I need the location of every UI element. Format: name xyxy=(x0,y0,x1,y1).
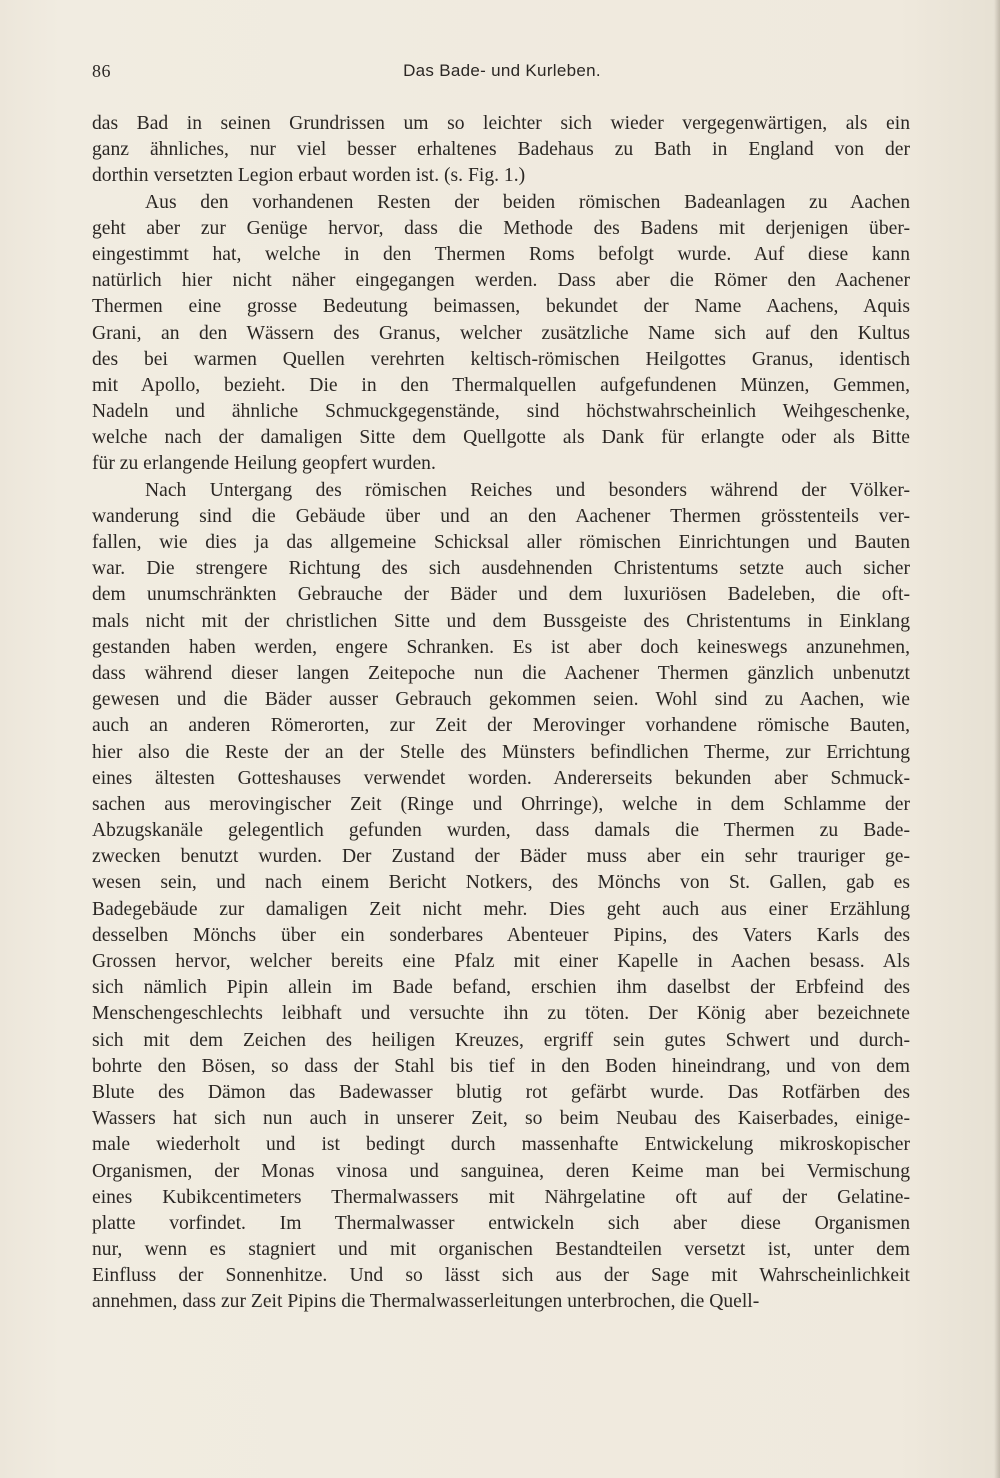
body-text xyxy=(92,111,910,1316)
text-line: Abzugskanäle gelegentlich gefunden wurden, dass damals die Thermen zu Bade- xyxy=(92,820,910,842)
text-line: Menschengeschlechts leibhaft und versuchte ihn zu töten. Der König aber bezeichnete xyxy=(92,1003,910,1025)
text-line: eines Kubikcentimeters Thermalwassers mit Nährgelatine oft auf der Gelatine- xyxy=(92,1186,910,1208)
running-title: Das Bade- und Kurleben. xyxy=(403,61,601,80)
text-line: male wiederholt und ist bedingt durch massenhafte Entwickelung mikroskopischer xyxy=(92,1134,910,1156)
text-line: Badegebäude zur damaligen Zeit nicht mehr. Dies geht auch aus einer Erzählung xyxy=(92,898,910,920)
text-line: zwecken benutzt wurden. Der Zustand der Bäder muss aber ein sehr trauriger ge- xyxy=(92,846,910,868)
text-line: platte vorfindet. Im Thermalwasser entwickeln sich aber diese Organismen xyxy=(92,1212,910,1234)
text-line: annehmen, dass zur Zeit Pipins die Thermalwasserleitungen unterbrochen, die Quell- xyxy=(92,1291,760,1313)
text-line: wanderung sind die Gebäude über und an den Aachener Thermen grösstenteils ver- xyxy=(92,505,910,527)
text-line: dem unumschränkten Gebrauche der Bäder und dem luxuriösen Badeleben, die oft- xyxy=(92,584,910,606)
text-line: hier also die Reste der an der Stelle des Münsters befindlichen Therme, zur Errichtung xyxy=(92,741,910,763)
text-line: mit Apollo, bezieht. Die in den Thermalquellen aufgefundenen Münzen, Gemmen, xyxy=(92,374,910,396)
text-line: dorthin versetzten Legion erbaut worden ist. (s. Fig. 1.) xyxy=(92,165,526,187)
text-line: bohrte den Bösen, so dass der Stahl bis tief in den Boden hineindrang, und von dem xyxy=(92,1055,910,1077)
text-line: Blute des Dämon das Badewasser blutig rot gefärbt wurde. Das Rotfärben des xyxy=(92,1081,910,1103)
text-line: dass während dieser langen Zeitepoche nun die Aachener Thermen gänzlich unbenutzt xyxy=(92,662,910,684)
text-line: sachen aus merovingischer Zeit (Ringe und Ohrringe), welche in dem Schlamme der xyxy=(92,793,910,815)
paragraph xyxy=(92,190,910,478)
text-line: das Bad in seinen Grundrissen um so leichter sich wieder vergegenwärtigen, als ein xyxy=(92,113,910,134)
text-line: Aus den vorhandenen Resten der beiden römischen Badeanlagen zu Aachen xyxy=(145,191,910,213)
text-line: Einfluss der Sonnenhitze. Und so lässt sich aus der Sage mit Wahrscheinlichkeit xyxy=(92,1265,910,1287)
text-line: gewesen und die Bäder ausser Gebrauch gekommen seien. Wohl sind zu Aachen, wie xyxy=(92,689,910,711)
text-line: auch an anderen Römerorten, zur Zeit der Merovinger vorhandene römische Bauten, xyxy=(92,715,910,737)
paragraph xyxy=(92,111,910,190)
text-line: mals nicht mit der christlichen Sitte und dem Bussgeiste des Christentums in Einklang xyxy=(92,610,910,632)
text-line: gestanden haben werden, engere Schranken. Es ist aber doch keineswegs anzunehmen, xyxy=(92,636,910,658)
text-line: Nach Untergang des römischen Reiches und besonders während der Völker- xyxy=(145,479,910,501)
page-edge-shadow xyxy=(994,0,1000,1478)
text-line: wesen sein, und nach einem Bericht Notkers, des Mönchs von St. Gallen, gab es xyxy=(92,872,910,894)
text-line: Grani, an den Wässern des Granus, welcher zusätzliche Name sich auf den Kultus xyxy=(92,322,910,344)
text-line: Organismen, der Monas vinosa und sanguinea, deren Keime man bei Vermischung xyxy=(92,1160,910,1182)
text-line: war. Die strengere Richtung des sich ausdehnenden Christentums setzte auch sicher xyxy=(92,558,910,580)
text-line: geht aber zur Genüge hervor, dass die Methode des Badens mit derjenigen über- xyxy=(92,217,910,239)
text-line: sich nämlich Pipin allein im Bade befand, erschien ihm daselbst der Erbfeind des xyxy=(92,977,910,999)
text-line: des bei warmen Quellen verehrten keltisch-römischen Heilgottes Granus, identisch xyxy=(92,348,910,370)
text-line: desselben Mönchs über ein sonderbares Abenteuer Pipins, des Vaters Karls des xyxy=(92,924,910,946)
text-line: eingestimmt hat, welche in den Thermen Roms befolgt wurde. Auf diese kann xyxy=(92,243,910,265)
text-line: nur, wenn es stagniert und mit organischen Bestandteilen versetzt ist, unter dem xyxy=(92,1239,910,1261)
text-line: Nadeln und ähnliche Schmuckgegenstände, sind höchstwahrscheinlich Weihgeschenke, xyxy=(92,401,910,423)
text-line: eines ältesten Gotteshauses verwendet worden. Andererseits bekunden aber Schmuck- xyxy=(92,767,910,789)
text-line: sich mit dem Zeichen des heiligen Kreuzes, ergriff sein gutes Schwert und durch- xyxy=(92,1029,910,1051)
text-line: welche nach der damaligen Sitte dem Quellgotte als Dank für erlangte oder als Bitte xyxy=(92,427,910,449)
text-line: Wassers hat sich nun auch in unserer Zeit, so beim Neubau des Kaiserbades, einige- xyxy=(92,1108,910,1130)
text-line: fallen, wie dies ja das allgemeine Schicksal aller römischen Einrichtungen und Bauten xyxy=(92,532,910,553)
text-line: natürlich hier nicht näher eingegangen werden. Dass aber die Römer den Aachener xyxy=(92,270,910,292)
text-line: Thermen eine grosse Bedeutung beimassen, bekundet der Name Aachens, Aquis xyxy=(92,296,910,318)
page-number: 86 xyxy=(92,61,111,81)
page-header xyxy=(92,58,912,88)
text-line: ganz ähnliches, nur viel besser erhaltenes Badehaus zu Bath in England von der xyxy=(92,139,910,161)
paragraph xyxy=(92,478,910,1316)
text-line: für zu erlangende Heilung geopfert wurden. xyxy=(92,453,436,475)
text-line: Grossen hervor, welcher bereits eine Pfalz mit einer Kapelle in Aachen besass. Als xyxy=(92,951,910,972)
